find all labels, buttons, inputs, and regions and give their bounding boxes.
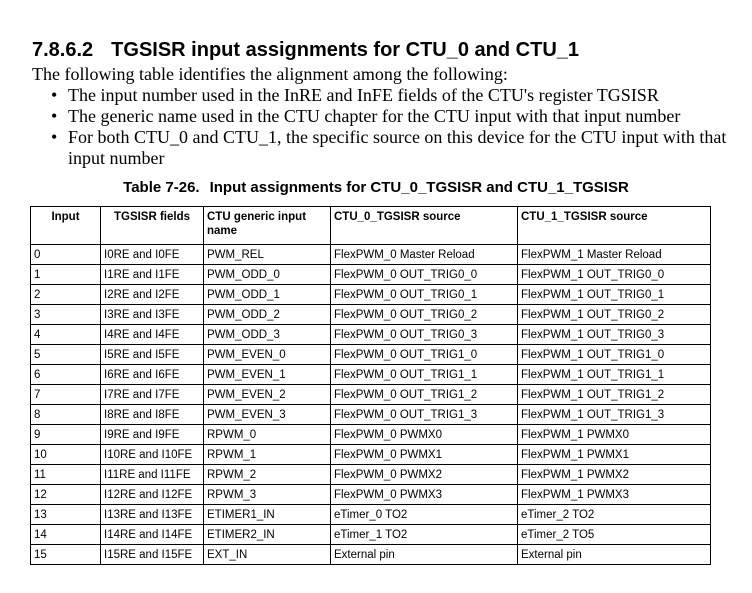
- cell-ctu1-source: FlexPWM_1 OUT_TRIG0_2: [518, 305, 711, 325]
- cell-input: 7: [31, 385, 101, 405]
- cell-input: 4: [31, 325, 101, 345]
- cell-ctu1-source: eTimer_2 TO2: [518, 505, 711, 525]
- cell-ctu1-source: FlexPWM_1 OUT_TRIG1_3: [518, 405, 711, 425]
- cell-tgsisr-fields: I0RE and I0FE: [101, 245, 204, 265]
- cell-ctu0-source: eTimer_1 TO2: [331, 525, 518, 545]
- cell-ctu0-source: FlexPWM_0 OUT_TRIG1_3: [331, 405, 518, 425]
- cell-ctu0-source: eTimer_0 TO2: [331, 505, 518, 525]
- cell-generic-name: EXT_IN: [204, 545, 331, 565]
- cell-input: 14: [31, 525, 101, 545]
- cell-generic-name: RPWM_0: [204, 425, 331, 445]
- cell-input: 0: [31, 245, 101, 265]
- bullet-text: The input number used in the InRE and InFE fields of the CTU's register TGSISR: [68, 85, 659, 105]
- cell-input: 3: [31, 305, 101, 325]
- cell-ctu1-source: FlexPWM_1 PWMX1: [518, 445, 711, 465]
- bullet-item: [48, 106, 748, 127]
- cell-ctu1-source: FlexPWM_1 OUT_TRIG1_1: [518, 365, 711, 385]
- cell-input: 15: [31, 545, 101, 565]
- intro-paragraph: The following table identifies the alignment among the following:: [32, 64, 508, 84]
- bullet-item: [48, 127, 748, 169]
- cell-ctu1-source: eTimer_2 TO5: [518, 525, 711, 545]
- cell-tgsisr-fields: I15RE and I15FE: [101, 545, 204, 565]
- table-row: [31, 405, 711, 425]
- cell-ctu0-source: FlexPWM_0 OUT_TRIG0_2: [331, 305, 518, 325]
- cell-tgsisr-fields: I7RE and I7FE: [101, 385, 204, 405]
- table-row: [31, 265, 711, 285]
- table-caption-title: Input assignments for CTU_0_TGSISR and CTU_1_TGSISR: [209, 179, 629, 196]
- table-body: [31, 245, 711, 565]
- cell-generic-name: RPWM_2: [204, 465, 331, 485]
- cell-ctu0-source: External pin: [331, 545, 518, 565]
- cell-ctu1-source: FlexPWM_1 OUT_TRIG0_1: [518, 285, 711, 305]
- cell-tgsisr-fields: I5RE and I5FE: [101, 345, 204, 365]
- bullet-icon: •: [51, 127, 58, 147]
- table-row: [31, 505, 711, 525]
- cell-ctu1-source: FlexPWM_1 OUT_TRIG0_0: [518, 265, 711, 285]
- section-heading: [32, 38, 579, 62]
- cell-generic-name: PWM_EVEN_0: [204, 345, 331, 365]
- cell-input: 13: [31, 505, 101, 525]
- cell-tgsisr-fields: I14RE and I14FE: [101, 525, 204, 545]
- cell-ctu0-source: FlexPWM_0 OUT_TRIG0_3: [331, 325, 518, 345]
- cell-tgsisr-fields: I10RE and I10FE: [101, 445, 204, 465]
- bullet-list: [48, 85, 748, 169]
- input-assignments-table: [30, 206, 711, 565]
- header-ctu0-source: CTU_0_TGSISR source: [331, 207, 518, 245]
- table-row: [31, 545, 711, 565]
- cell-input: 1: [31, 265, 101, 285]
- cell-ctu0-source: FlexPWM_0 PWMX1: [331, 445, 518, 465]
- cell-ctu1-source: FlexPWM_1 OUT_TRIG0_3: [518, 325, 711, 345]
- cell-input: 12: [31, 485, 101, 505]
- cell-input: 11: [31, 465, 101, 485]
- cell-input: 9: [31, 425, 101, 445]
- cell-generic-name: PWM_EVEN_1: [204, 365, 331, 385]
- cell-ctu1-source: FlexPWM_1 OUT_TRIG1_0: [518, 345, 711, 365]
- header-ctu1-source: CTU_1_TGSISR source: [518, 207, 711, 245]
- cell-ctu0-source: FlexPWM_0 PWMX3: [331, 485, 518, 505]
- header-generic-name: CTU generic input name: [204, 207, 331, 245]
- cell-generic-name: PWM_ODD_3: [204, 325, 331, 345]
- table-caption: [0, 179, 752, 197]
- cell-ctu0-source: FlexPWM_0 Master Reload: [331, 245, 518, 265]
- cell-input: 2: [31, 285, 101, 305]
- cell-ctu0-source: FlexPWM_0 OUT_TRIG0_0: [331, 265, 518, 285]
- cell-input: 8: [31, 405, 101, 425]
- table-caption-label: Table 7-26.: [123, 179, 200, 196]
- cell-ctu0-source: FlexPWM_0 PWMX2: [331, 465, 518, 485]
- cell-generic-name: PWM_ODD_0: [204, 265, 331, 285]
- cell-ctu1-source: FlexPWM_1 OUT_TRIG1_2: [518, 385, 711, 405]
- cell-generic-name: PWM_ODD_2: [204, 305, 331, 325]
- cell-ctu0-source: FlexPWM_0 PWMX0: [331, 425, 518, 445]
- header-tgsisr-fields: TGSISR fields: [101, 207, 204, 245]
- cell-generic-name: RPWM_3: [204, 485, 331, 505]
- cell-tgsisr-fields: I6RE and I6FE: [101, 365, 204, 385]
- cell-input: 5: [31, 345, 101, 365]
- bullet-text: The generic name used in the CTU chapter for the CTU input with that input number: [68, 106, 681, 126]
- table-row: [31, 245, 711, 265]
- bullet-icon: •: [51, 106, 58, 126]
- cell-generic-name: PWM_EVEN_2: [204, 385, 331, 405]
- cell-tgsisr-fields: I1RE and I1FE: [101, 265, 204, 285]
- table-row: [31, 385, 711, 405]
- table-row: [31, 425, 711, 445]
- cell-tgsisr-fields: I4RE and I4FE: [101, 325, 204, 345]
- cell-tgsisr-fields: I9RE and I9FE: [101, 425, 204, 445]
- cell-ctu0-source: FlexPWM_0 OUT_TRIG1_1: [331, 365, 518, 385]
- table-row: [31, 325, 711, 345]
- cell-ctu1-source: FlexPWM_1 Master Reload: [518, 245, 711, 265]
- table-row: [31, 445, 711, 465]
- table-row: [31, 485, 711, 505]
- table-header-row: [31, 207, 711, 245]
- cell-tgsisr-fields: I2RE and I2FE: [101, 285, 204, 305]
- cell-generic-name: ETIMER1_IN: [204, 505, 331, 525]
- table-row: [31, 365, 711, 385]
- table-row: [31, 305, 711, 325]
- cell-generic-name: PWM_ODD_1: [204, 285, 331, 305]
- cell-generic-name: ETIMER2_IN: [204, 525, 331, 545]
- cell-tgsisr-fields: I3RE and I3FE: [101, 305, 204, 325]
- cell-input: 10: [31, 445, 101, 465]
- cell-ctu1-source: External pin: [518, 545, 711, 565]
- header-input: Input: [31, 207, 101, 245]
- table-row: [31, 525, 711, 545]
- table-row: [31, 345, 711, 365]
- table-row: [31, 285, 711, 305]
- cell-ctu1-source: FlexPWM_1 PWMX0: [518, 425, 711, 445]
- cell-generic-name: RPWM_1: [204, 445, 331, 465]
- cell-ctu1-source: FlexPWM_1 PWMX3: [518, 485, 711, 505]
- cell-tgsisr-fields: I13RE and I13FE: [101, 505, 204, 525]
- cell-tgsisr-fields: I11RE and I11FE: [101, 465, 204, 485]
- section-title: TGSISR input assignments for CTU_0 and CTU_1: [111, 39, 580, 61]
- table-row: [31, 465, 711, 485]
- bullet-text: For both CTU_0 and CTU_1, the specific source on this device for the CTU input with that input number: [68, 127, 727, 168]
- cell-ctu0-source: FlexPWM_0 OUT_TRIG0_1: [331, 285, 518, 305]
- cell-ctu0-source: FlexPWM_0 OUT_TRIG1_2: [331, 385, 518, 405]
- cell-ctu1-source: FlexPWM_1 PWMX2: [518, 465, 711, 485]
- bullet-item: [48, 85, 748, 106]
- cell-ctu0-source: FlexPWM_0 OUT_TRIG1_0: [331, 345, 518, 365]
- bullet-icon: •: [51, 85, 58, 105]
- cell-input: 6: [31, 365, 101, 385]
- section-number: 7.8.6.2: [32, 39, 94, 61]
- cell-generic-name: PWM_REL: [204, 245, 331, 265]
- cell-tgsisr-fields: I12RE and I12FE: [101, 485, 204, 505]
- cell-tgsisr-fields: I8RE and I8FE: [101, 405, 204, 425]
- cell-generic-name: PWM_EVEN_3: [204, 405, 331, 425]
